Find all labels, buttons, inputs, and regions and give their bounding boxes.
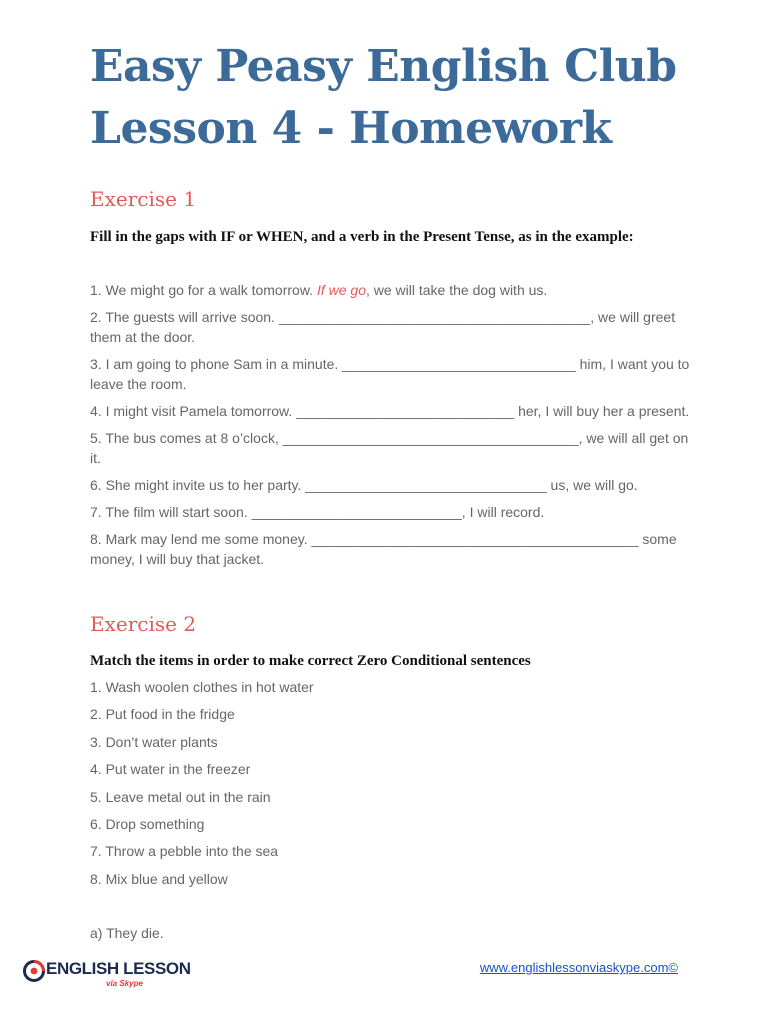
exercise-2-item: 6. Drop something [90,815,205,832]
exercise-2-answer: a) They die. [90,925,164,941]
title-line-1: Easy Peasy English Club [90,41,677,92]
exercise-1-list [90,280,690,576]
exercise-2-instruction: Match the items in order to make correct Zero Conditional sentences [90,653,531,669]
exercise-2-item: 7. Throw a pebble into the sea [90,843,279,860]
exercise-1-item: 5. The bus comes at 8 o’clock, ______________________________________, we will all get on it. [90,430,689,466]
exercise-2-item: 8. Mix blue and yellow [90,870,228,887]
exercise-1-instruction: Fill in the gaps with IF or WHEN, and a verb in the Present Tense, as in the example: [90,229,634,245]
website-link[interactable]: www.englishlessonviaskype.com© [479,960,678,975]
logo-subtext: via Skype [106,979,143,988]
exercise-2-heading: Exercise 2 [90,612,197,636]
exercise-1-item: 2. The guests will arrive soon. ________________________________________, we will greet them at the door. [90,309,676,345]
exercise-1-item: 6. She might invite us to her party. _______________________________ us, we will go. [90,477,638,493]
exercise-1-heading: Exercise 1 [90,187,197,211]
exercise-1-item: 3. I am going to phone Sam in a minute. ______________________________ him, I want you to leave the room. [90,356,690,392]
exercise-2-list [90,677,690,896]
english-lesson-logo[interactable] [22,958,192,992]
exercise-2-item: 1. Wash woolen clothes in hot water [90,679,314,695]
title-line-2: Lesson 4 - Homework [90,103,612,154]
exercise-1-item: 7. The film will start soon. ___________________________, I will record. [90,504,545,520]
exercise-1-item: 8. Mark may lend me some money. __________________________________________ some money, I will buy that jacket. [90,531,677,567]
exercise-1-example [90,280,690,300]
exercise-2-item: 5. Leave metal out in the rain [90,788,271,805]
english-lesson-logo-icon [22,959,46,983]
exercise-2-item: 3. Don’t water plants [90,733,218,750]
exercise-2-item: 4. Put water in the freezer [90,761,251,778]
example-before: 1. We might go for a walk tomorrow. [90,282,317,298]
example-answer: If we go [316,282,366,298]
exercise-1-item: 4. I might visit Pamela tomorrow. ____________________________ her, I will buy her a present. [90,403,690,419]
exercise-2-item: 2. Put food in the fridge [90,706,235,723]
logo-text: ENGLISH LESSON [46,959,191,978]
page-title [90,36,730,160]
example-after: , we will take the dog with us. [365,282,548,298]
